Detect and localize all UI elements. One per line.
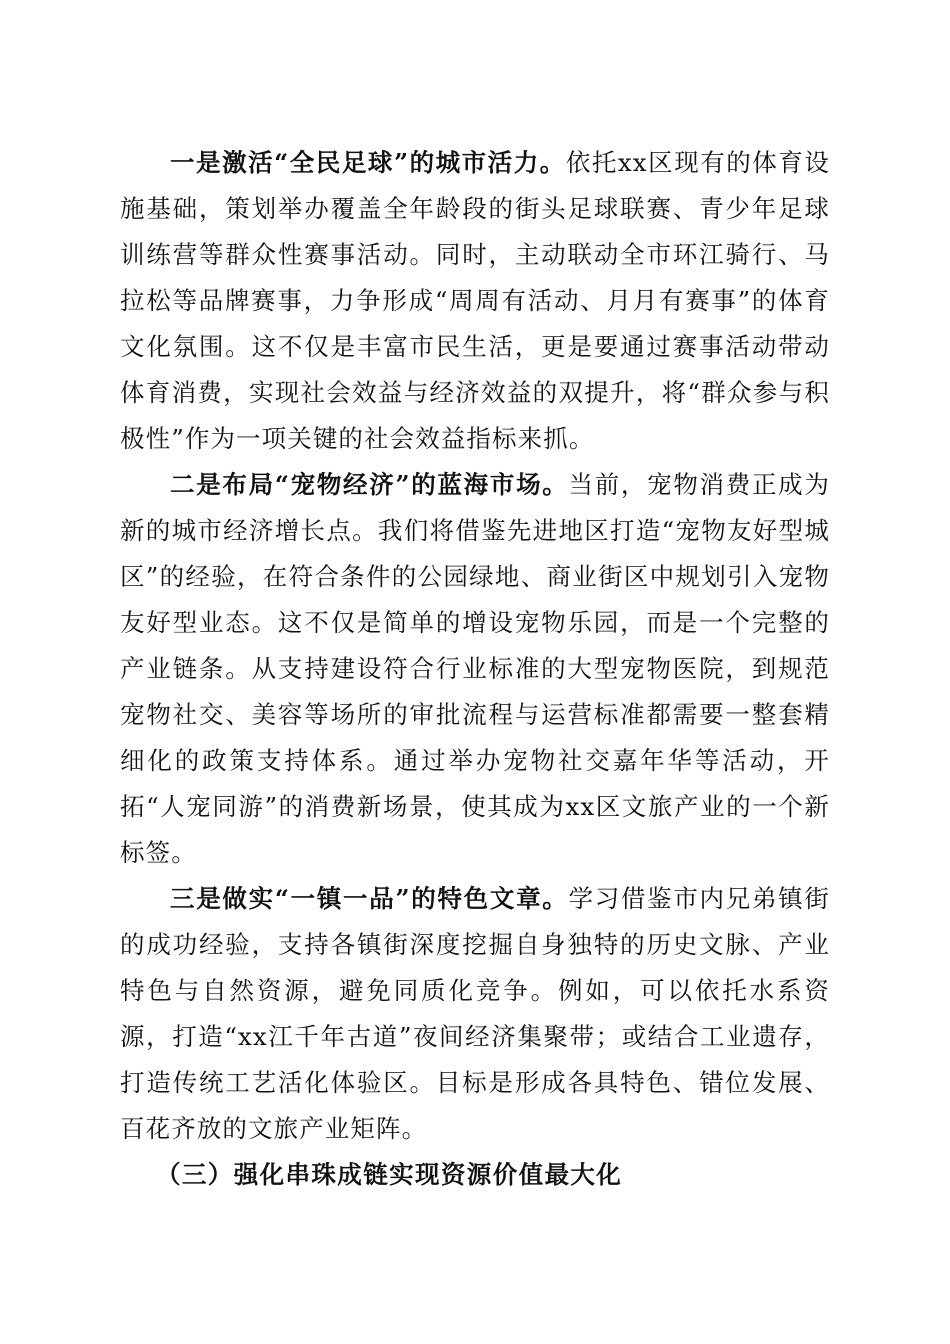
paragraph-lead: 一是激活“全民足球”的城市活力。 xyxy=(170,148,566,177)
paragraph-pet-economy xyxy=(120,462,830,876)
section-heading: （三）强化串珠成链实现资源价值最大化 xyxy=(156,1160,623,1189)
paragraph-text: 依托xx区现有的体育设施基础，策划举办覆盖全年龄段的街头足球联赛、青少年足球训练营等群众性赛事活动。同时，主动联动全市环江骑行、马拉松等品牌赛事，力争形成“周周有活动、月月有赛事”的体育文化氛围。这不仅是丰富市民生活，更是要通过赛事活动带动体育消费，实现社会效益与经济效益的双提升，将“群众参与积极性”作为一项关键的社会效益指标来抓。 xyxy=(120,148,830,453)
paragraph-football xyxy=(120,140,830,462)
paragraph-text: 学习借鉴市内兄弟镇街的成功经验，支持各镇街深度挖掘自身独特的历史文脉、产业特色与自然资源，避免同质化竞争。例如，可以依托水系资源，打造“xx江千年古道”夜间经济集聚带；或结合工业遗存，打造传统工艺活化体验区。目标是形成各具特色、错位发展、百花齐放的文旅产业矩阵。 xyxy=(120,884,830,1143)
paragraph-text: 当前，宠物消费正成为新的城市经济增长点。我们将借鉴先进地区打造“宠物友好型城区”的经验，在符合条件的公园绿地、商业街区中规划引入宠物友好型业态。这不仅是简单的增设宠物乐园，而是一个完整的产业链条。从支持建设符合行业标准的大型宠物医院，到规范宠物社交、美容等场所的审批流程与运营标准都需要一整套精细化的政策支持体系。通过举办宠物社交嘉年华等活动，开拓“人宠同游”的消费新场景，使其成为xx区文旅产业的一个新标签。 xyxy=(120,470,830,867)
paragraph-lead: 二是布局“宠物经济”的蓝海市场。 xyxy=(170,470,569,499)
document-body xyxy=(120,140,830,1198)
paragraph-lead: 三是做实“一镇一品”的特色文章。 xyxy=(170,884,569,913)
paragraph-town-feature xyxy=(120,876,830,1152)
